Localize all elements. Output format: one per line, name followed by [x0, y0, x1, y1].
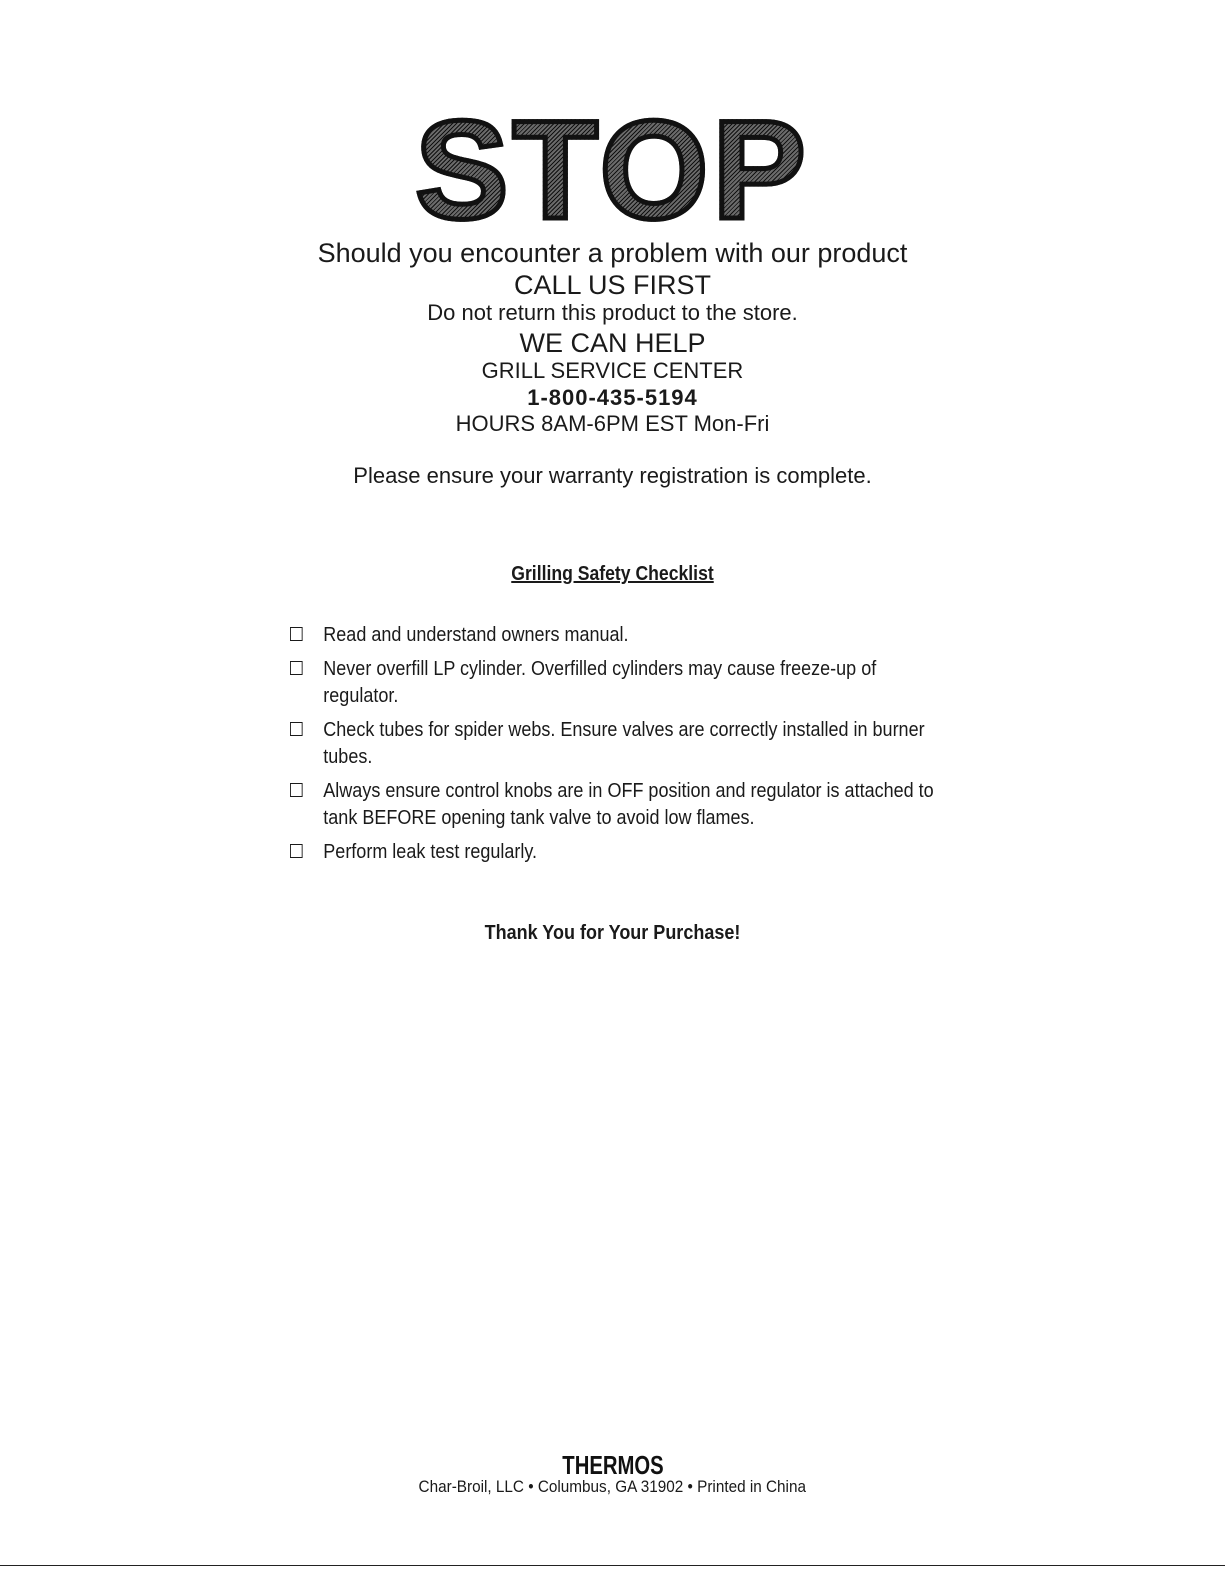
- checklist-item: [290, 622, 953, 649]
- stop-heading: STOP: [0, 100, 1225, 240]
- service-hours: HOURS 8AM-6PM EST Mon-Fri: [455, 411, 770, 436]
- checklist-item: [290, 717, 953, 771]
- checkbox-icon: [290, 844, 303, 858]
- checklist-item: [290, 839, 953, 866]
- checklist-item: [290, 656, 953, 710]
- checklist-title: Grilling Safety Checklist: [511, 563, 714, 585]
- checklist-item-text: Always ensure control knobs are in OFF position and regulator is attached to tank BEFORE opening tank valve to avoid low flames.: [323, 780, 934, 829]
- warranty-note: Please ensure your warranty registration is complete.: [353, 463, 872, 488]
- bottom-divider: [0, 1565, 1225, 1566]
- checklist-item-text: Never overfill LP cylinder. Overfilled cylinders may cause freeze-up of regulator.: [323, 658, 877, 707]
- service-center-label: GRILL SERVICE CENTER: [481, 358, 744, 383]
- checkbox-icon: [290, 661, 303, 675]
- we-can-help: WE CAN HELP: [519, 328, 706, 358]
- checkbox-icon: [290, 783, 303, 797]
- safety-checklist: [290, 622, 950, 873]
- checklist-item-text: Read and understand owners manual.: [323, 624, 629, 646]
- checkbox-icon: [290, 627, 303, 641]
- call-us-first: CALL US FIRST: [513, 270, 712, 300]
- checklist-item-text: Perform leak test regularly.: [323, 841, 538, 863]
- thank-you-line: Thank You for Your Purchase!: [484, 922, 741, 944]
- problem-line: Should you encounter a problem with our product: [317, 238, 908, 268]
- footer-address: [0, 1477, 1225, 1497]
- checklist-item: [290, 778, 953, 832]
- do-not-return-line: Do not return this product to the store.: [427, 300, 798, 325]
- logo-text: THERMOS: [561, 1450, 664, 1480]
- footer-address-text: Char-Broil, LLC • Columbus, GA 31902 • Printed in China: [418, 1477, 807, 1496]
- checkbox-icon: [290, 722, 303, 736]
- phone-number: 1-800-435-5194: [527, 385, 698, 410]
- checklist-item-text: Check tubes for spider webs. Ensure valves are correctly installed in burner tubes.: [323, 719, 925, 768]
